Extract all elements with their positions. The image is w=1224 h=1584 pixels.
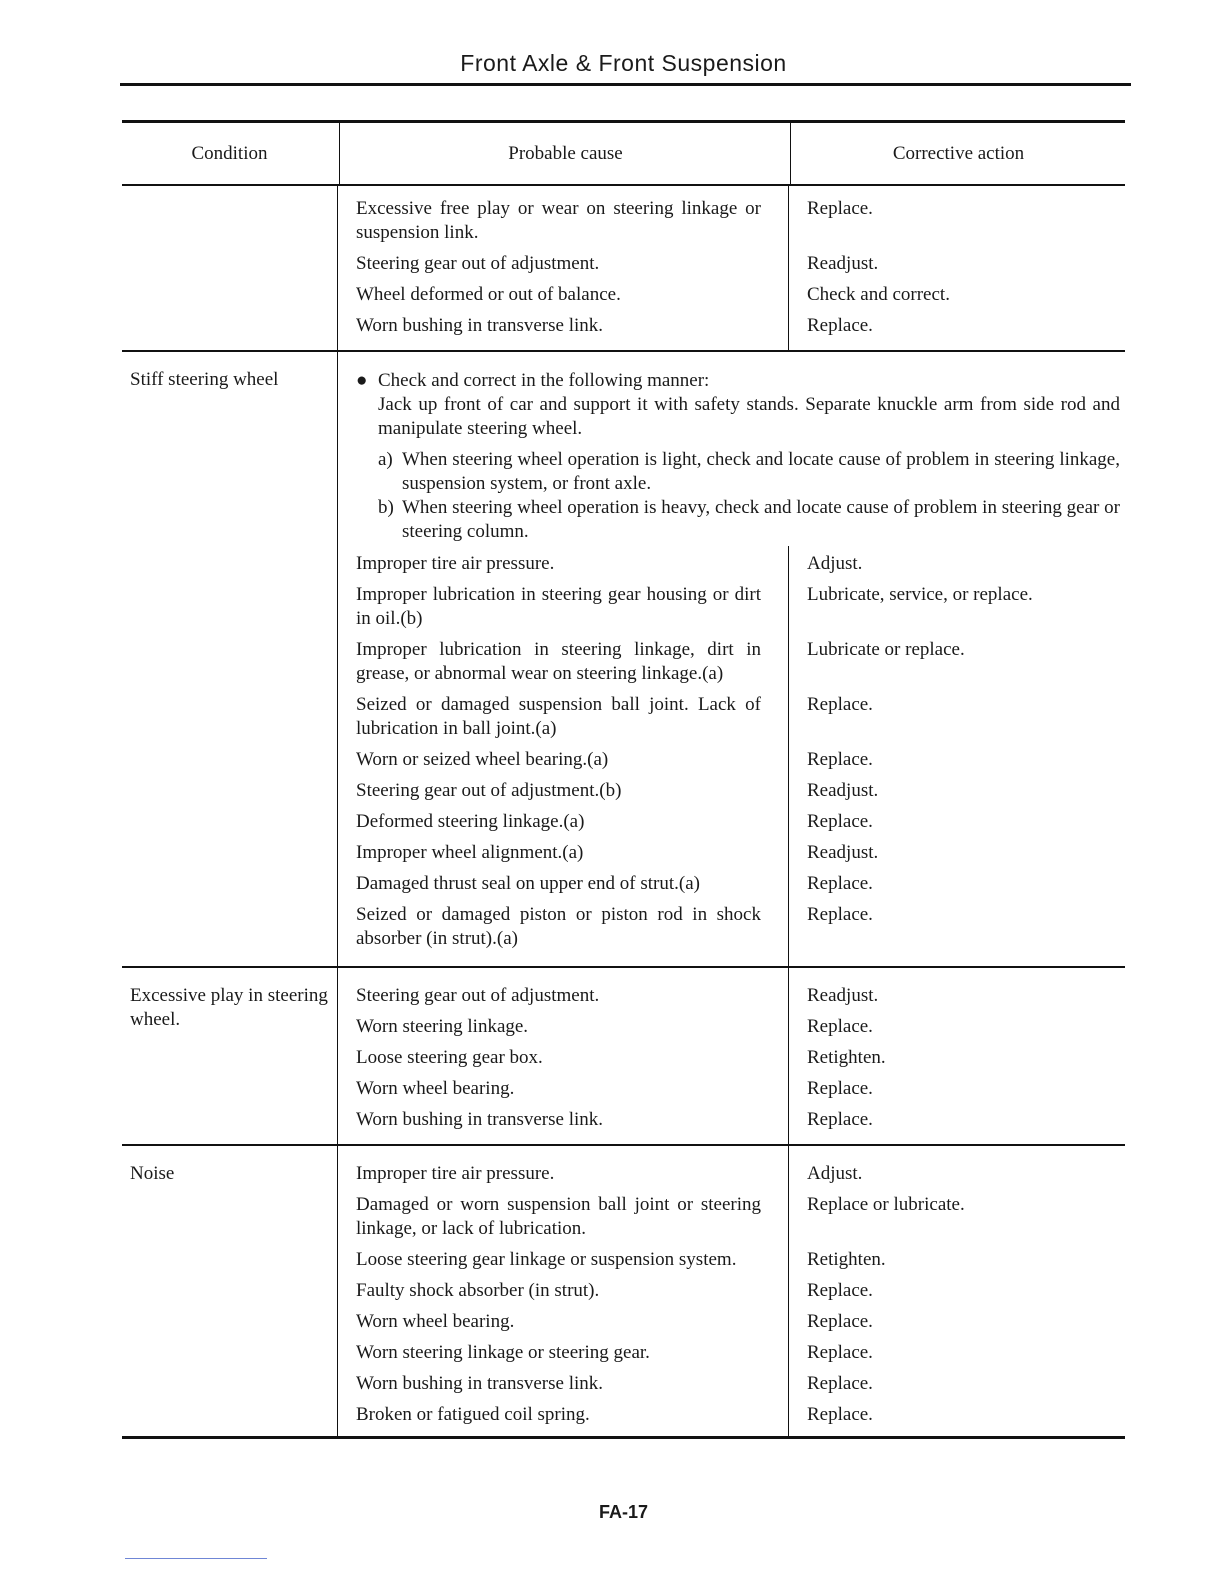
table-row (356, 1341, 1125, 1365)
action-cell: Replace. (807, 749, 873, 770)
action-cell: Adjust. (807, 553, 863, 574)
table-row (356, 1310, 1125, 1334)
table-row (356, 779, 1125, 803)
table-row (356, 252, 1125, 276)
table-row (356, 314, 1125, 338)
table-row (356, 841, 1125, 865)
table-row (356, 1279, 1125, 1303)
action-cell: Replace. (807, 694, 873, 715)
action-cell: Readjust. (807, 842, 879, 863)
table-group (122, 1146, 1125, 1439)
action-cell: Replace. (807, 873, 873, 894)
table-row (356, 1193, 1125, 1241)
table-row (356, 748, 1125, 772)
page-title: Front Axle & Front Suspension (460, 50, 787, 76)
table-group (122, 968, 1125, 1146)
cause-cell: Improper lubrication in steering gear housing or dirt in oil.(b) (356, 584, 761, 629)
condition-cell: Excessive play in steering wheel. (130, 985, 328, 1030)
cause-cell: Worn bushing in transverse link. (356, 1373, 604, 1394)
action-cell: Replace or lubricate. (807, 1194, 965, 1215)
table-row (356, 197, 1125, 245)
table-row (356, 693, 1125, 741)
action-cell: Readjust. (807, 253, 879, 274)
header-corrective-action: Corrective action (790, 123, 1126, 184)
header-condition: Condition (191, 142, 268, 164)
cause-cell: Worn or seized wheel bearing.(a) (356, 749, 609, 770)
table-row (356, 638, 1125, 686)
cause-cell: Improper tire air pressure. (356, 553, 555, 574)
action-cell: Readjust. (807, 985, 879, 1006)
table-row (356, 903, 1125, 951)
cause-cell: Seized or damaged suspension ball joint. Lack of lubrication in ball joint.(a) (356, 694, 761, 739)
action-cell: Replace. (807, 811, 873, 832)
action-cell: Replace. (807, 904, 873, 925)
table-row (356, 1248, 1125, 1272)
note-sub-item: b) When steering wheel operation is heavy, check and locate cause of problem in steering gear or steering column. (378, 497, 1120, 542)
action-cell: Replace. (807, 1016, 873, 1037)
action-cell: Adjust. (807, 1163, 863, 1184)
cause-cell: Damaged or worn suspension ball joint or steering linkage, or lack of lubrication. (356, 1194, 761, 1239)
table-row (356, 1403, 1125, 1427)
condition-cell: Stiff steering wheel (130, 369, 279, 390)
table-row (356, 984, 1125, 1008)
cause-cell: Worn steering linkage or steering gear. (356, 1342, 650, 1363)
table-group (122, 352, 1125, 968)
cause-cell: Worn bushing in transverse link. (356, 1109, 604, 1130)
table-row (356, 552, 1125, 576)
cause-cell: Worn bushing in transverse link. (356, 315, 604, 336)
action-cell: Retighten. (807, 1047, 886, 1068)
table-row (356, 872, 1125, 896)
action-cell: Retighten. (807, 1249, 886, 1270)
action-cell: Lubricate, service, or replace. (807, 584, 1033, 605)
table-header-row (122, 123, 1125, 186)
action-cell: Replace. (807, 1078, 873, 1099)
cause-cell: Steering gear out of adjustment. (356, 985, 600, 1006)
cause-cell: Wheel deformed or out of balance. (356, 284, 621, 305)
cause-cell: Loose steering gear box. (356, 1047, 543, 1068)
table-row (356, 1162, 1125, 1186)
table-row (356, 283, 1125, 307)
cause-cell: Worn steering linkage. (356, 1016, 529, 1037)
action-cell: Replace. (807, 315, 873, 336)
action-cell: Lubricate or replace. (807, 639, 965, 660)
cause-cell: Damaged thrust seal on upper end of strut.(a) (356, 873, 701, 894)
cause-cell: Deformed steering linkage.(a) (356, 811, 585, 832)
title-rule (120, 83, 1131, 86)
table-row (356, 1015, 1125, 1039)
cause-cell: Excessive free play or wear on steering linkage or suspension link. (356, 198, 761, 243)
header-probable-cause: Probable cause (339, 123, 791, 184)
page-number: FA-17 (598, 1502, 649, 1522)
cause-cell: Improper lubrication in steering linkage, dirt in grease, or abnormal wear on steering linkage.(a) (356, 639, 761, 684)
cause-cell: Steering gear out of adjustment. (356, 253, 600, 274)
note-body: Jack up front of car and support it with safety stands. Separate knuckle arm from side rod and manipulate steering wheel. (378, 394, 1120, 439)
cause-cell: Loose steering gear linkage or suspension system. (356, 1249, 737, 1270)
action-cell: Replace. (807, 1311, 873, 1332)
table-row (356, 583, 1125, 631)
action-cell: Replace. (807, 1404, 873, 1425)
action-cell: Replace. (807, 1109, 873, 1130)
troubleshooting-table (122, 120, 1125, 1439)
action-cell: Check and correct. (807, 284, 950, 305)
scan-edge-mark (125, 1558, 267, 1559)
action-cell: Replace. (807, 1342, 873, 1363)
table-group (122, 186, 1125, 352)
cause-cell: Worn wheel bearing. (356, 1311, 515, 1332)
cause-cell: Worn wheel bearing. (356, 1078, 515, 1099)
cause-cell: Faulty shock absorber (in strut). (356, 1280, 600, 1301)
table-row (356, 810, 1125, 834)
table-row (356, 1372, 1125, 1396)
table-row (356, 1046, 1125, 1070)
note-sub-item: a) When steering wheel operation is light, check and locate cause of problem in steering linkage, suspension system, or front axle. (378, 449, 1120, 494)
bullet-icon: ● (356, 370, 368, 391)
check-procedure-note (356, 352, 1120, 544)
action-cell: Replace. (807, 198, 873, 219)
table-row (356, 1077, 1125, 1101)
cause-cell: Improper wheel alignment.(a) (356, 842, 584, 863)
condition-cell: Noise (130, 1163, 175, 1184)
action-cell: Replace. (807, 1373, 873, 1394)
action-cell: Readjust. (807, 780, 879, 801)
cause-cell: Steering gear out of adjustment.(b) (356, 780, 622, 801)
table-row (356, 1108, 1125, 1132)
note-lead: Check and correct in the following manner: (378, 370, 710, 391)
cause-cell: Seized or damaged piston or piston rod in shock absorber (in strut).(a) (356, 904, 761, 949)
cause-cell: Broken or fatigued coil spring. (356, 1404, 590, 1425)
cause-cell: Improper tire air pressure. (356, 1163, 555, 1184)
action-cell: Replace. (807, 1280, 873, 1301)
